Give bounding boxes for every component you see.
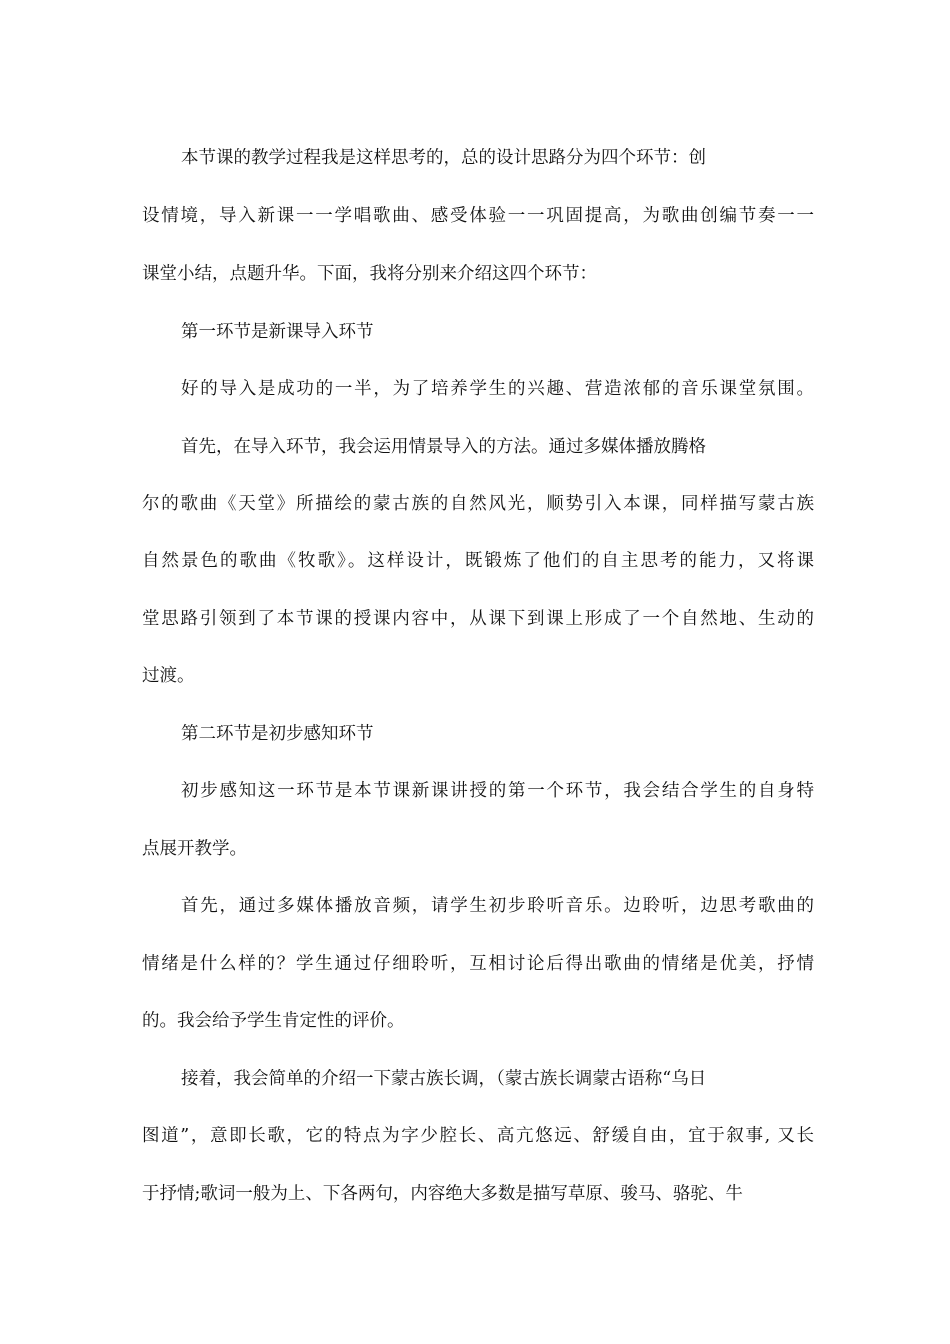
paragraph-line: 尔的歌曲《天堂》所描绘的蒙古族的自然风光，顺势引入本课，同样描写蒙古族 <box>142 494 814 514</box>
paragraph-line: 首先，在导入环节，我会运用情景导入的方法。通过多媒体播放腾格 <box>181 437 706 457</box>
paragraph-line: 图道”，意即长歌，它的特点为字少腔长、高亢悠远、舒缓自由，宜于叙事, 又长 <box>142 1126 814 1146</box>
paragraph-line: 过渡。 <box>142 666 195 686</box>
paragraph-line: 点展开教学。 <box>142 839 247 859</box>
paragraph-line: 接着，我会简单的介绍一下蒙古族长调，（蒙古族长调蒙古语称“乌日 <box>181 1069 707 1089</box>
section-heading: 第二环节是初步感知环节 <box>181 724 374 744</box>
paragraph-line: 设情境，导入新课一一学唱歌曲、感受体验一一巩固提高，为歌曲创编节奏一一 <box>142 206 814 226</box>
paragraph-line: 情绪是什么样的？学生通过仔细聆听，互相讨论后得出歌曲的情绪是优美，抒情 <box>142 954 814 974</box>
paragraph-line: 初步感知这一环节是本节课新课讲授的第一个环节，我会结合学生的自身特 <box>181 781 814 801</box>
paragraph-line: 于抒情;歌词一般为上、下各两句，内容绝大多数是描写草原、骏马、骆驼、牛 <box>142 1184 743 1204</box>
paragraph-line: 好的导入是成功的一半，为了培养学生的兴趣、营造浓郁的音乐课堂氛围。 <box>181 379 814 399</box>
paragraph-line: 自然景色的歌曲《牧歌》。这样设计，既锻炼了他们的自主思考的能力，又将课 <box>142 551 814 571</box>
paragraph-line: 本节课的教学过程我是这样思考的，总的设计思路分为四个环节：创 <box>181 148 706 168</box>
paragraph-line: 的。我会给予学生肯定性的评价。 <box>142 1011 405 1031</box>
paragraph-line: 首先，通过多媒体播放音频，请学生初步聆听音乐。边聆听，边思考歌曲的 <box>181 896 814 916</box>
paragraph-line: 课堂小结，点题升华。下面，我将分别来介绍这四个环节： <box>142 264 597 284</box>
section-heading: 第一环节是新课导入环节 <box>181 322 374 342</box>
paragraph-line: 堂思路引领到了本节课的授课内容中，从课下到课上形成了一个自然地、生动的 <box>142 609 814 629</box>
